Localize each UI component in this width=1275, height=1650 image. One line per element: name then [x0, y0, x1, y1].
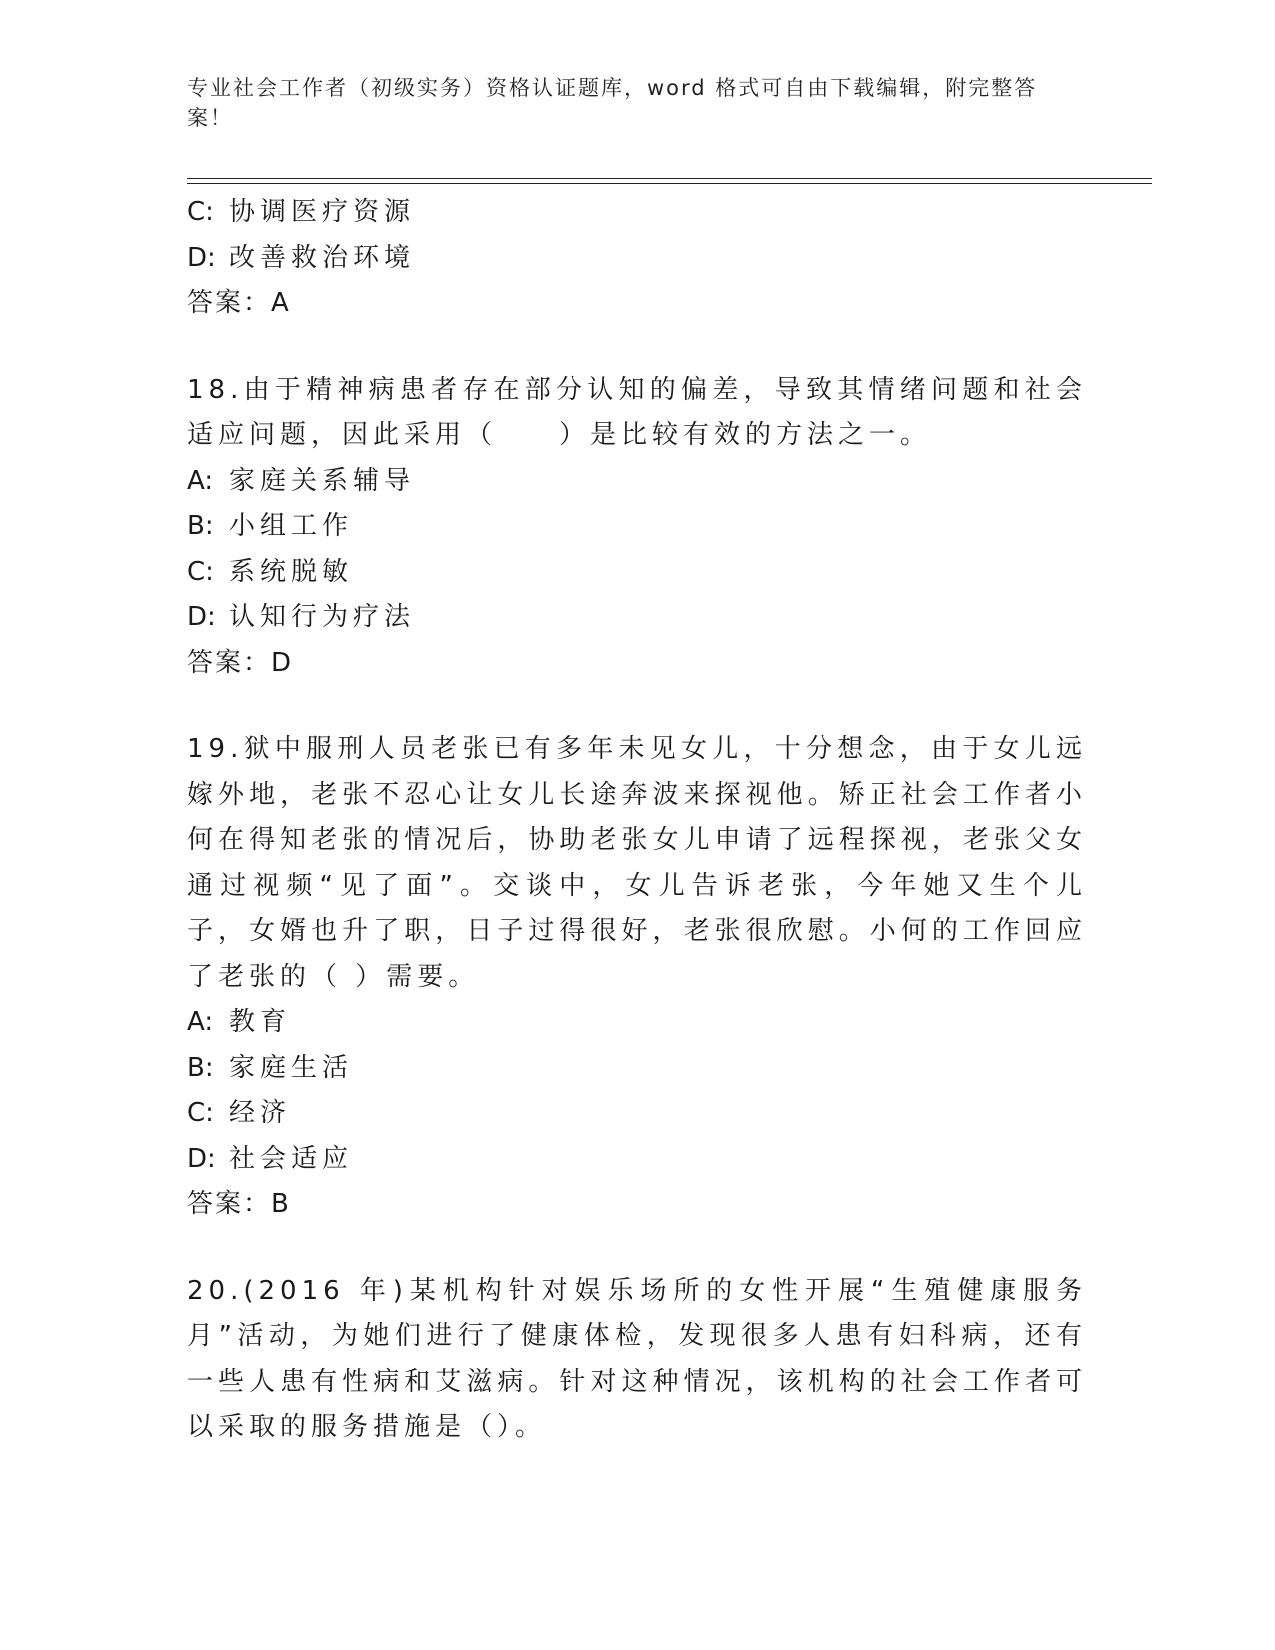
option-letter: D: — [187, 602, 216, 632]
option-text: 家庭关系辅导 — [229, 465, 416, 496]
header-double-rule — [187, 178, 1152, 184]
option-letter: C: — [187, 556, 214, 587]
question-stem: 19.狱中服刑人员老张已有多年未见女儿，十分想念，由于女儿远嫁外地，老张不忍心让女儿长途奔波来探视他。矫正社会工作者小何在得知老张的情况后，协助老张女儿申请了远程探视，老张父女通过视频“见了面”。交谈中，女儿告诉老张，今年她又生个儿子，女婿也升了职，日子过得很好，老张很欣慰。小何的工作回应了老张的（ ）需要。 — [187, 734, 1087, 992]
option-letter: B: — [187, 1052, 214, 1083]
option-text: 社会适应 — [229, 1143, 354, 1174]
option-a — [187, 1000, 1087, 1046]
option-text: 家庭生活 — [229, 1052, 354, 1083]
question-17-tail — [187, 190, 1087, 327]
document-body — [187, 190, 1087, 1451]
question-19 — [187, 727, 1087, 1228]
option-text: 协调医疗资源 — [229, 197, 416, 227]
option-text: 改善救治环境 — [229, 242, 416, 273]
answer-line: 答案：D — [187, 647, 294, 678]
option-c — [187, 190, 1087, 236]
option-d — [187, 236, 1087, 282]
question-18 — [187, 368, 1087, 687]
option-text: 经济 — [229, 1098, 292, 1128]
option-text: 小组工作 — [229, 511, 354, 541]
option-letter: B: — [187, 511, 214, 541]
option-text: 系统脱敏 — [229, 556, 354, 587]
option-letter: C: — [187, 1098, 214, 1128]
option-letter: C: — [187, 197, 214, 227]
option-d — [187, 595, 1087, 641]
page-header: 专业社会工作者（初级实务）资格认证题库，word 格式可自由下载编辑，附完整答案！ — [187, 76, 1038, 130]
option-letter: D: — [187, 242, 216, 273]
option-b — [187, 504, 1087, 550]
option-letter: A: — [187, 465, 214, 496]
option-a — [187, 459, 1087, 505]
answer-line: 答案：B — [187, 1189, 291, 1219]
option-b — [187, 1046, 1087, 1092]
question-stem: 18.由于精神病患者存在部分认知的偏差，导致其情绪问题和社会适应问题，因此采用（ ）是比较有效的方法之一。 — [187, 374, 1087, 450]
option-letter: A: — [187, 1007, 214, 1037]
option-c — [187, 1091, 1087, 1137]
question-20 — [187, 1269, 1087, 1451]
answer-line: 答案：A — [187, 288, 291, 318]
option-d — [187, 1137, 1087, 1183]
option-c — [187, 550, 1087, 596]
option-text: 认知行为疗法 — [229, 602, 416, 632]
question-stem: 20.(2016 年)某机构针对娱乐场所的女性开展“生殖健康服务月”活动，为她们进行了健康体检，发现很多人患有妇科病，还有一些人患有性病和艾滋病。针对这种情况，该机构的社会工作者可以采取的服务措施是（）。 — [187, 1275, 1087, 1442]
option-letter: D: — [187, 1143, 216, 1174]
option-text: 教育 — [229, 1007, 292, 1037]
